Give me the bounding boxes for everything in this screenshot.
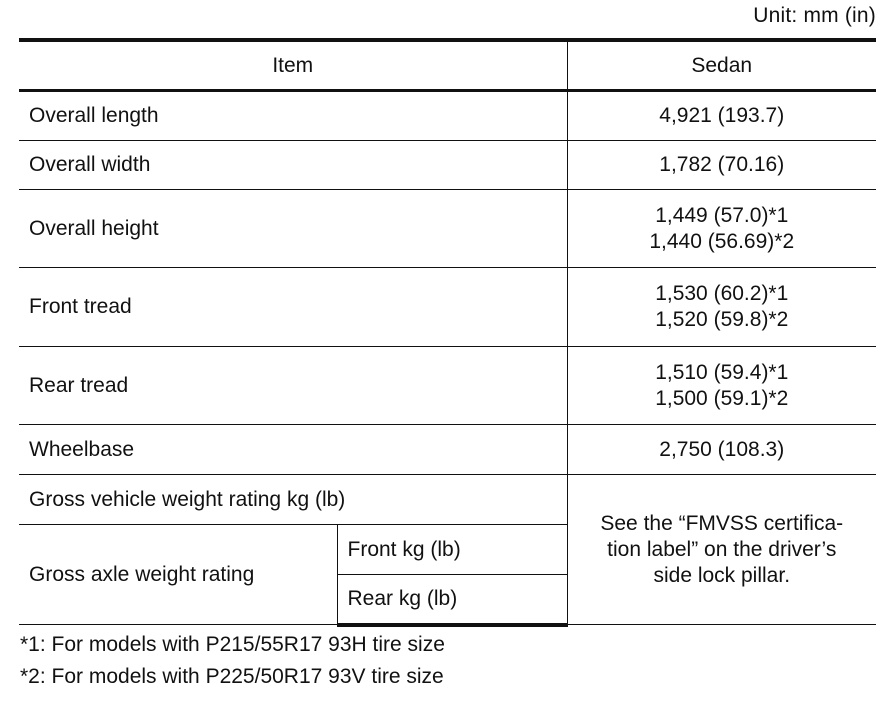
table-row bbox=[19, 141, 876, 190]
wheelbase-label: Wheelbase bbox=[19, 425, 567, 475]
gawr-label: Gross axle weight rating bbox=[19, 525, 337, 625]
front-tread-label: Front tread bbox=[19, 268, 567, 347]
table-row bbox=[19, 475, 876, 525]
front-tread-value bbox=[567, 268, 876, 347]
overall-length-label: Overall length bbox=[19, 91, 567, 141]
table-row bbox=[19, 91, 876, 141]
rear-tread-label: Rear tread bbox=[19, 347, 567, 425]
overall-height-value-1: 1,449 (57.0)*1 bbox=[655, 203, 789, 227]
footnote-1: *1: For models with P215/55R17 93H tire size bbox=[20, 633, 445, 656]
rear-tread-value bbox=[567, 347, 876, 425]
overall-height-value-2: 1,440 (56.69)*2 bbox=[649, 229, 795, 253]
gawr-rear-label: Rear kg (lb) bbox=[337, 575, 567, 625]
certification-note-line-1: See the “FMVSS certifica- bbox=[600, 511, 844, 535]
overall-width-label: Overall width bbox=[19, 141, 567, 190]
overall-length-value: 4,921 (193.7) bbox=[567, 91, 876, 141]
table-header-row bbox=[19, 40, 876, 91]
certification-note-line-3: side lock pillar. bbox=[653, 563, 791, 587]
footnote-2: *2: For models with P225/50R17 93V tire size bbox=[20, 665, 444, 688]
front-tread-value-1: 1,530 (60.2)*1 bbox=[655, 282, 789, 305]
gvwr-label: Gross vehicle weight rating kg (lb) bbox=[19, 475, 567, 525]
header-item: Item bbox=[19, 40, 567, 91]
overall-width-value: 1,782 (70.16) bbox=[567, 141, 876, 190]
overall-height-value bbox=[567, 190, 876, 268]
header-sedan: Sedan bbox=[567, 40, 876, 91]
rear-tread-value-2: 1,500 (59.1)*2 bbox=[655, 386, 789, 410]
table-row bbox=[19, 268, 876, 347]
wheelbase-value: 2,750 (108.3) bbox=[567, 425, 876, 475]
rear-tread-value-1: 1,510 (59.4)*1 bbox=[655, 360, 789, 384]
table-row bbox=[19, 425, 876, 475]
certification-note-line-2: tion label” on the driver’s bbox=[607, 537, 837, 561]
certification-note bbox=[567, 475, 876, 625]
gawr-front-label: Front kg (lb) bbox=[337, 525, 567, 575]
table-row bbox=[19, 190, 876, 268]
unit-label: Unit: mm (in) bbox=[753, 4, 876, 27]
front-tread-value-2: 1,520 (59.8)*2 bbox=[655, 308, 789, 331]
table-row bbox=[19, 347, 876, 425]
overall-height-label: Overall height bbox=[19, 190, 567, 268]
dimensions-table bbox=[19, 38, 876, 627]
